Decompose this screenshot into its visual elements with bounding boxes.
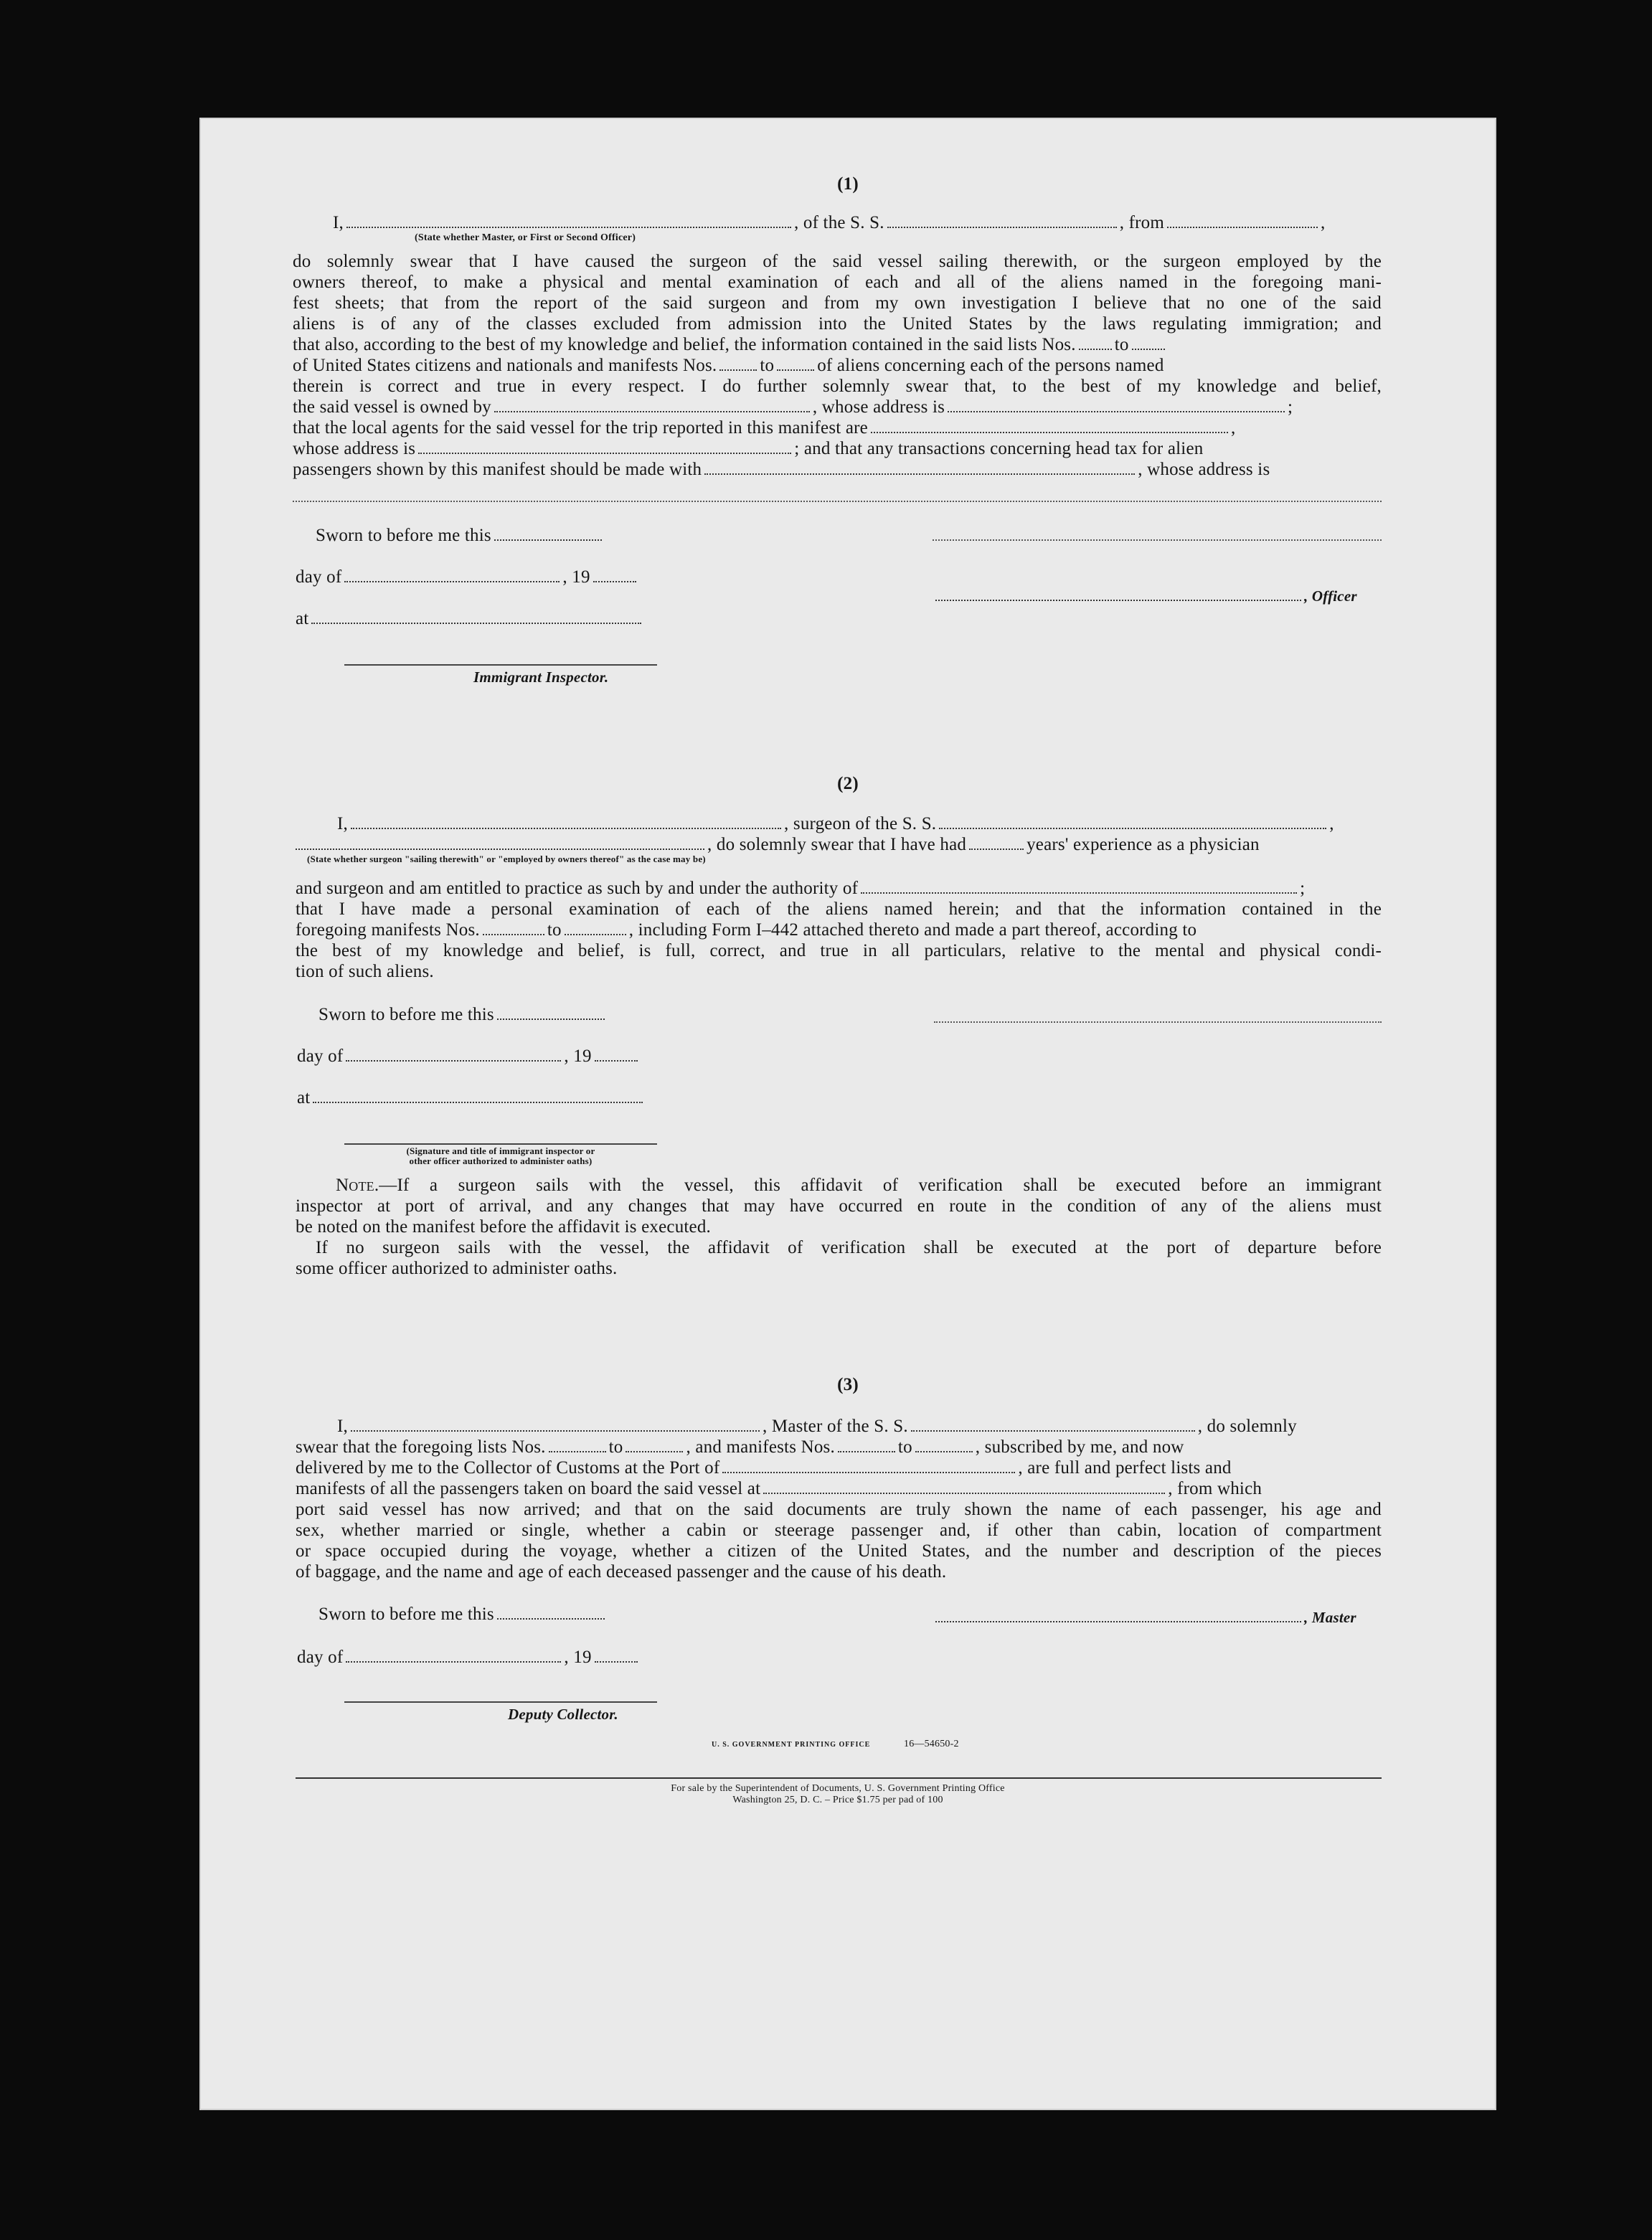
s2-at-line: at — [297, 1087, 646, 1108]
gpo-imprint: U. S. GOVERNMENT PRINTING OFFICE — [712, 1741, 871, 1749]
s2-manifests-from-field[interactable] — [483, 920, 544, 935]
s1-line-1: I, , of the S. S. , from , — [333, 213, 1326, 232]
sale-notice-2: Washington 25, D. C. – Price $1.75 per pad of 100 — [732, 1795, 943, 1805]
s3-manifests-to-field[interactable] — [915, 1437, 973, 1452]
form-page — [199, 118, 1496, 2110]
surgeon-status-field[interactable] — [296, 834, 704, 850]
s3-line-7: or space occupied during the voyage, whether a citizen of the United States, and the number and description of the pieces — [296, 1541, 1382, 1561]
s3-line-2: swear that the foregoing lists Nos. to , and manifests Nos. to , subscribed by me, and now — [296, 1437, 1184, 1457]
s1-inspector-label: Immigrant Inspector. — [473, 668, 609, 686]
lists-from-field[interactable] — [1079, 334, 1112, 350]
departure-port-field[interactable] — [1167, 212, 1318, 228]
officer-name-field[interactable] — [346, 212, 791, 228]
s1-officer-line: , Officer — [933, 585, 1357, 607]
s2-year-field[interactable] — [595, 1046, 638, 1062]
manifests-to-field[interactable] — [777, 355, 814, 371]
s3-day-line: day of , 19 — [297, 1647, 641, 1668]
s2-note-1: Note.—If a surgeon sails with the vessel, this affidavit of verification shall be executed before an immigrant — [336, 1176, 1382, 1195]
s3-lists-to-field[interactable] — [626, 1437, 683, 1452]
s2-line-4: that I have made a personal examination of each of the aliens named herein; and that the information contained in the — [296, 899, 1382, 919]
s2-at-field[interactable] — [313, 1087, 643, 1103]
section-1-heading: (1) — [837, 174, 859, 194]
s2-sig-caption-1: (Signature and title of immigrant inspector or — [406, 1145, 595, 1156]
s2-note-4: If no surgeon sails with the vessel, the affidavit of verification shall be executed at the port of departure before — [316, 1238, 1382, 1257]
s3-sworn-date-field[interactable] — [497, 1604, 605, 1620]
s1-at-line: at — [296, 608, 644, 629]
section-3-heading: (3) — [837, 1375, 859, 1394]
s2-line-3: and surgeon and am entitled to practice as such by and under the authority of ; — [296, 879, 1306, 898]
s1-body-3: fest sheets; that from the report of the said surgeon and from my own investigation I believe that no one of the said — [293, 293, 1382, 313]
s1-body-1: do solemnly swear that I have caused the surgeon of the said vessel sailing therewith, or the surgeon employed by the — [293, 252, 1382, 271]
s3-master-line: , Master — [933, 1607, 1356, 1628]
s1-officer-signature-line[interactable] — [933, 539, 1382, 541]
manifests-from-field[interactable] — [719, 355, 757, 371]
s3-master-signature-field[interactable] — [935, 1607, 1301, 1622]
lists-to-field[interactable] — [1132, 334, 1165, 350]
surgeon-name-field[interactable] — [351, 813, 781, 829]
s1-correct-line: therein is correct and true in every respect. I do further solemnly swear that, to the best of my knowledge and belief, — [293, 377, 1382, 396]
s2-note-5: some officer authorized to administer oaths. — [296, 1259, 618, 1278]
s1-sworn-date-field[interactable] — [494, 525, 602, 541]
s2-inspector-signature-line[interactable] — [344, 1143, 657, 1145]
head-tax-address-field[interactable] — [293, 501, 1382, 502]
s2-sig-caption-2: other officer authorized to administer oaths) — [409, 1156, 593, 1166]
s3-line-5: port said vessel has now arrived; and that on the said documents are truly shown the name of each passenger, his age and — [296, 1500, 1382, 1519]
s1-passengers-line: passengers shown by this manifest should be made with , whose address is — [293, 460, 1270, 479]
agents-address-field[interactable] — [418, 438, 791, 454]
s2-note-3: be noted on the manifest before the affidavit is executed. — [296, 1217, 711, 1237]
section-2-heading: (2) — [837, 774, 859, 793]
s3-year-field[interactable] — [595, 1647, 638, 1663]
s2-line-2: , do solemnly swear that I have had years' experience as a physician — [293, 834, 1260, 855]
s3-lists-from-field[interactable] — [549, 1437, 606, 1452]
vessel-name-field[interactable] — [887, 212, 1117, 228]
s1-day-line: day of , 19 — [296, 567, 639, 587]
s2-line-7: tion of such aliens. — [296, 962, 434, 981]
s2-line-1: I, , surgeon of the S. S. , — [337, 814, 1334, 833]
surgeon-vessel-field[interactable] — [939, 813, 1326, 829]
s3-line-6: sex, whether married or single, whether a cabin or steerage passenger and, if other than cabin, location of compartment — [296, 1521, 1382, 1540]
s3-collector-signature-line[interactable] — [344, 1701, 657, 1703]
s2-day-line: day of , 19 — [297, 1046, 641, 1067]
footer-rule — [296, 1777, 1382, 1779]
s2-manifests-to-field[interactable] — [565, 920, 626, 935]
s2-sworn-line: Sworn to before me this — [318, 1004, 608, 1025]
s2-note-2: inspector at port of arrival, and any changes that may have occurred en route in the condition of any of the aliens must — [296, 1196, 1382, 1216]
s2-sworn-date-field[interactable] — [497, 1004, 605, 1020]
s1-body-4: aliens is of any of the classes excluded from admission into the United States by the laws regulating immigration; and — [293, 314, 1382, 334]
s2-day-field[interactable] — [346, 1046, 561, 1062]
customs-port-field[interactable] — [722, 1457, 1015, 1473]
s1-at-field[interactable] — [311, 608, 641, 624]
owner-field[interactable] — [494, 397, 810, 412]
s3-collector-label: Deputy Collector. — [508, 1706, 618, 1723]
s3-sworn-line: Sworn to before me this — [318, 1604, 608, 1625]
s1-agents-line: that the local agents for the said vessel for the trip reported in this manifest are , — [293, 418, 1236, 438]
s1-lists-line: that also, according to the best of my knowledge and belief, the information contained in the said lists Nos. to — [293, 334, 1168, 355]
sale-notice-1: For sale by the Superintendent of Documents, U. S. Government Printing Office — [671, 1783, 1005, 1794]
s1-officer-field[interactable] — [935, 585, 1301, 601]
s1-inspector-signature-line[interactable] — [344, 664, 657, 666]
s2-line-6: the best of my knowledge and belief, is full, correct, and true in all particulars, relative to the mental and physical condi- — [296, 941, 1382, 960]
s2-line-5: foregoing manifests Nos. to , including Form I–442 attached thereto and made a part thereof, according to — [296, 920, 1197, 940]
s1-day-field[interactable] — [344, 567, 560, 582]
years-experience-field[interactable] — [969, 834, 1024, 850]
s3-line-1: I, , Master of the S. S. , do solemnly — [337, 1417, 1297, 1436]
s3-line-3: delivered by me to the Collector of Customs at the Port of , are full and perfect lists and — [296, 1458, 1232, 1478]
s3-line-8: of baggage, and the name and age of each deceased passenger and the cause of his death. — [296, 1562, 947, 1582]
s1-body-2: owners thereof, to make a physical and mental examination of each and all of the aliens named in the foregoing mani- — [293, 273, 1382, 292]
owner-address-field[interactable] — [948, 397, 1285, 412]
s2-surgeon-signature-line[interactable] — [934, 1021, 1382, 1023]
s1-year-field[interactable] — [593, 567, 636, 582]
s3-line-4: manifests of all the passengers taken on board the said vessel at , from which — [296, 1479, 1262, 1498]
s2-surgeon-caption: (State whether surgeon "sailing therewith" or "employed by owners thereof" as the case may be) — [307, 854, 706, 864]
s1-manifests-line: of United States citizens and nationals and manifests Nos. to of aliens concerning each of the persons named — [293, 356, 1164, 375]
authority-field[interactable] — [861, 878, 1297, 894]
s3-day-field[interactable] — [346, 1647, 561, 1663]
s3-manifests-from-field[interactable] — [838, 1437, 895, 1452]
boarding-port-field[interactable] — [763, 1478, 1165, 1494]
s1-sworn-line: Sworn to before me this — [316, 525, 605, 546]
form-code: 16—54650-2 — [904, 1739, 959, 1749]
master-name-field[interactable] — [351, 1416, 760, 1432]
s1-owned-line: the said vessel is owned by , whose address is ; — [293, 397, 1293, 417]
s3-vessel-field[interactable] — [911, 1416, 1195, 1432]
s1-officer-caption: (State whether Master, or First or Second Officer) — [415, 232, 636, 243]
s1-whose-line: whose address is ; and that any transactions concerning head tax for alien — [293, 439, 1204, 458]
head-tax-party-field[interactable] — [704, 459, 1135, 475]
agents-field[interactable] — [871, 417, 1228, 433]
